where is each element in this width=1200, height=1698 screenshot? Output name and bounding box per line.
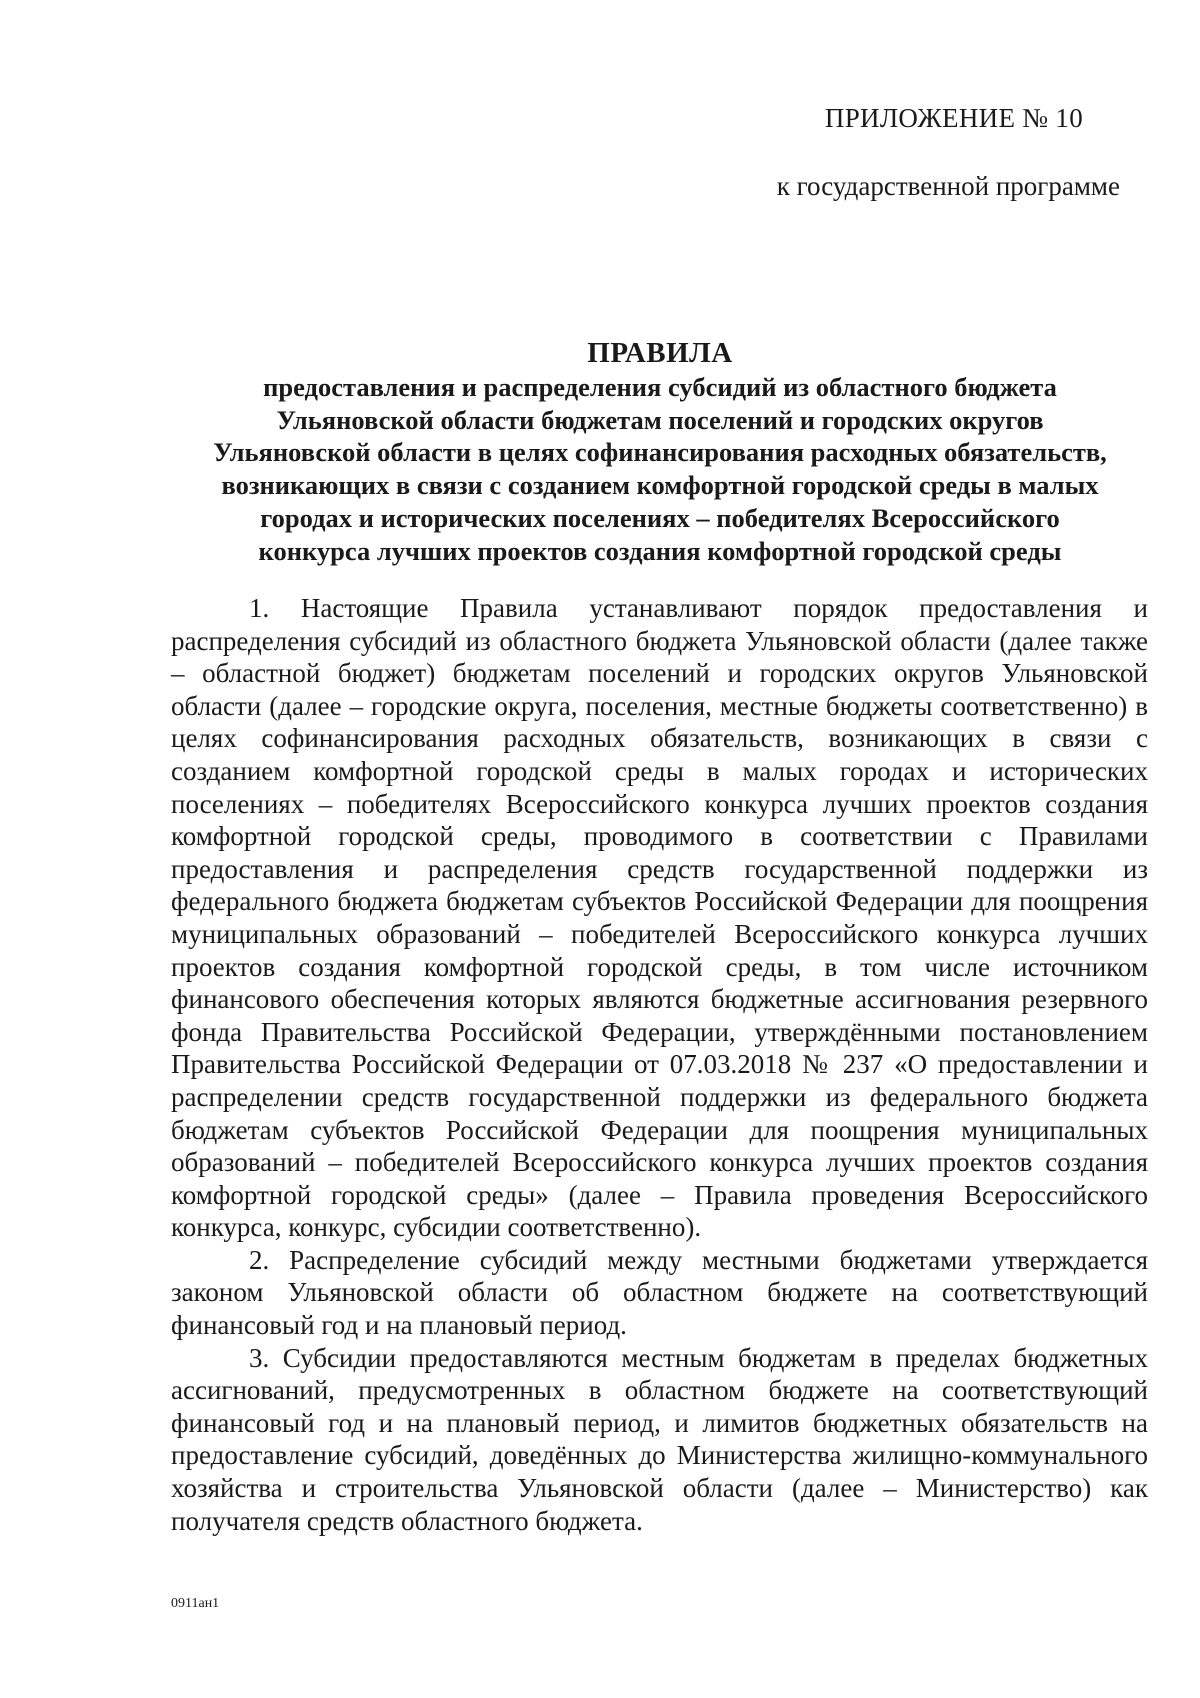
subtitle-line: городах и исторических поселениях – победителях Всероссийского xyxy=(260,502,1060,533)
paragraph-1: 1. Настоящие Правила устанавливают порядок предоставления и распределения субсидий из областного бюджета Ульяновской области (далее также – областной бюджет) бюджетам поселений и городских округов Ульяновской области (далее – городские округа, поселения, местные бюджеты соответственно) в целях софинансирования расходных обязательств, возникающих в связи с созданием комфортной городской среды в малых городах и исторических поселениях – победителях Всероссийского конкурса лучших проектов создания комфортной городской среды, проводимого в соответствии с Правилами предоставления и распределения средств государственной поддержки из федерального бюджета бюджетам субъектов Российской Федерации для поощрения муниципальных образований – победителей Всероссийского конкурса лучших проектов создания комфортной городской среды, в том числе источником финансового обеспечения которых являются бюджетные ассигнования резервного фонда Правительства Российской Федерации, утверждёнными постановлением Правительства Российской Федерации от 07.03.2018 № 237 «О предоставлении и распределении средств государственной поддержки из федерального бюджета бюджетам субъектов Российской Федерации для поощрения муниципальных образований – победителей Всероссийского конкурса лучших проектов создания комфортной городской среды» (далее – Правила проведения Всероссийского конкурса, конкурс, субсидии соответственно). xyxy=(171,593,1148,1243)
paragraph-2: 2. Распределение субсидий между местными бюджетами утверждается законом Ульяновской области об областном бюджете на соответствующий финансовый год и на плановый период. xyxy=(171,1244,1148,1341)
subtitle-line: Ульяновской области в целях софинансирования расходных обязательств, xyxy=(213,437,1107,468)
appendix-number: ПРИЛОЖЕНИЕ № 10 xyxy=(824,103,1083,133)
title-block xyxy=(150,335,1170,567)
document-body xyxy=(171,592,1148,1537)
subtitle-line: предоставления и распределения субсидий из областного бюджета xyxy=(263,372,1057,402)
document-subtitle xyxy=(150,371,1170,567)
paragraph-3: 3. Субсидии предоставляются местным бюджетам в пределах бюджетных ассигнований, предусмотренных в областном бюджете на соответствующий финансовый год и на плановый период, и лимитов бюджетных обязательств на предоставление субсидий, доведённых до Министерства жилищно-коммунального хозяйства и строительства Ульяновской области (далее – Министерство) как получателя средств областного бюджета. xyxy=(171,1342,1148,1536)
subtitle-line: конкурса лучших проектов создания комфортной городской среды xyxy=(258,535,1062,566)
document-title: ПРАВИЛА xyxy=(587,337,733,369)
appendix-subtitle: к государственной программе xyxy=(776,171,1120,201)
subtitle-line: возникающих в связи с созданием комфортной городской среды в малых xyxy=(221,470,1099,501)
subtitle-line: Ульяновской области бюджетам поселений и городских округов xyxy=(276,404,1044,435)
footer-document-code: 0911ан1 xyxy=(171,1596,220,1611)
